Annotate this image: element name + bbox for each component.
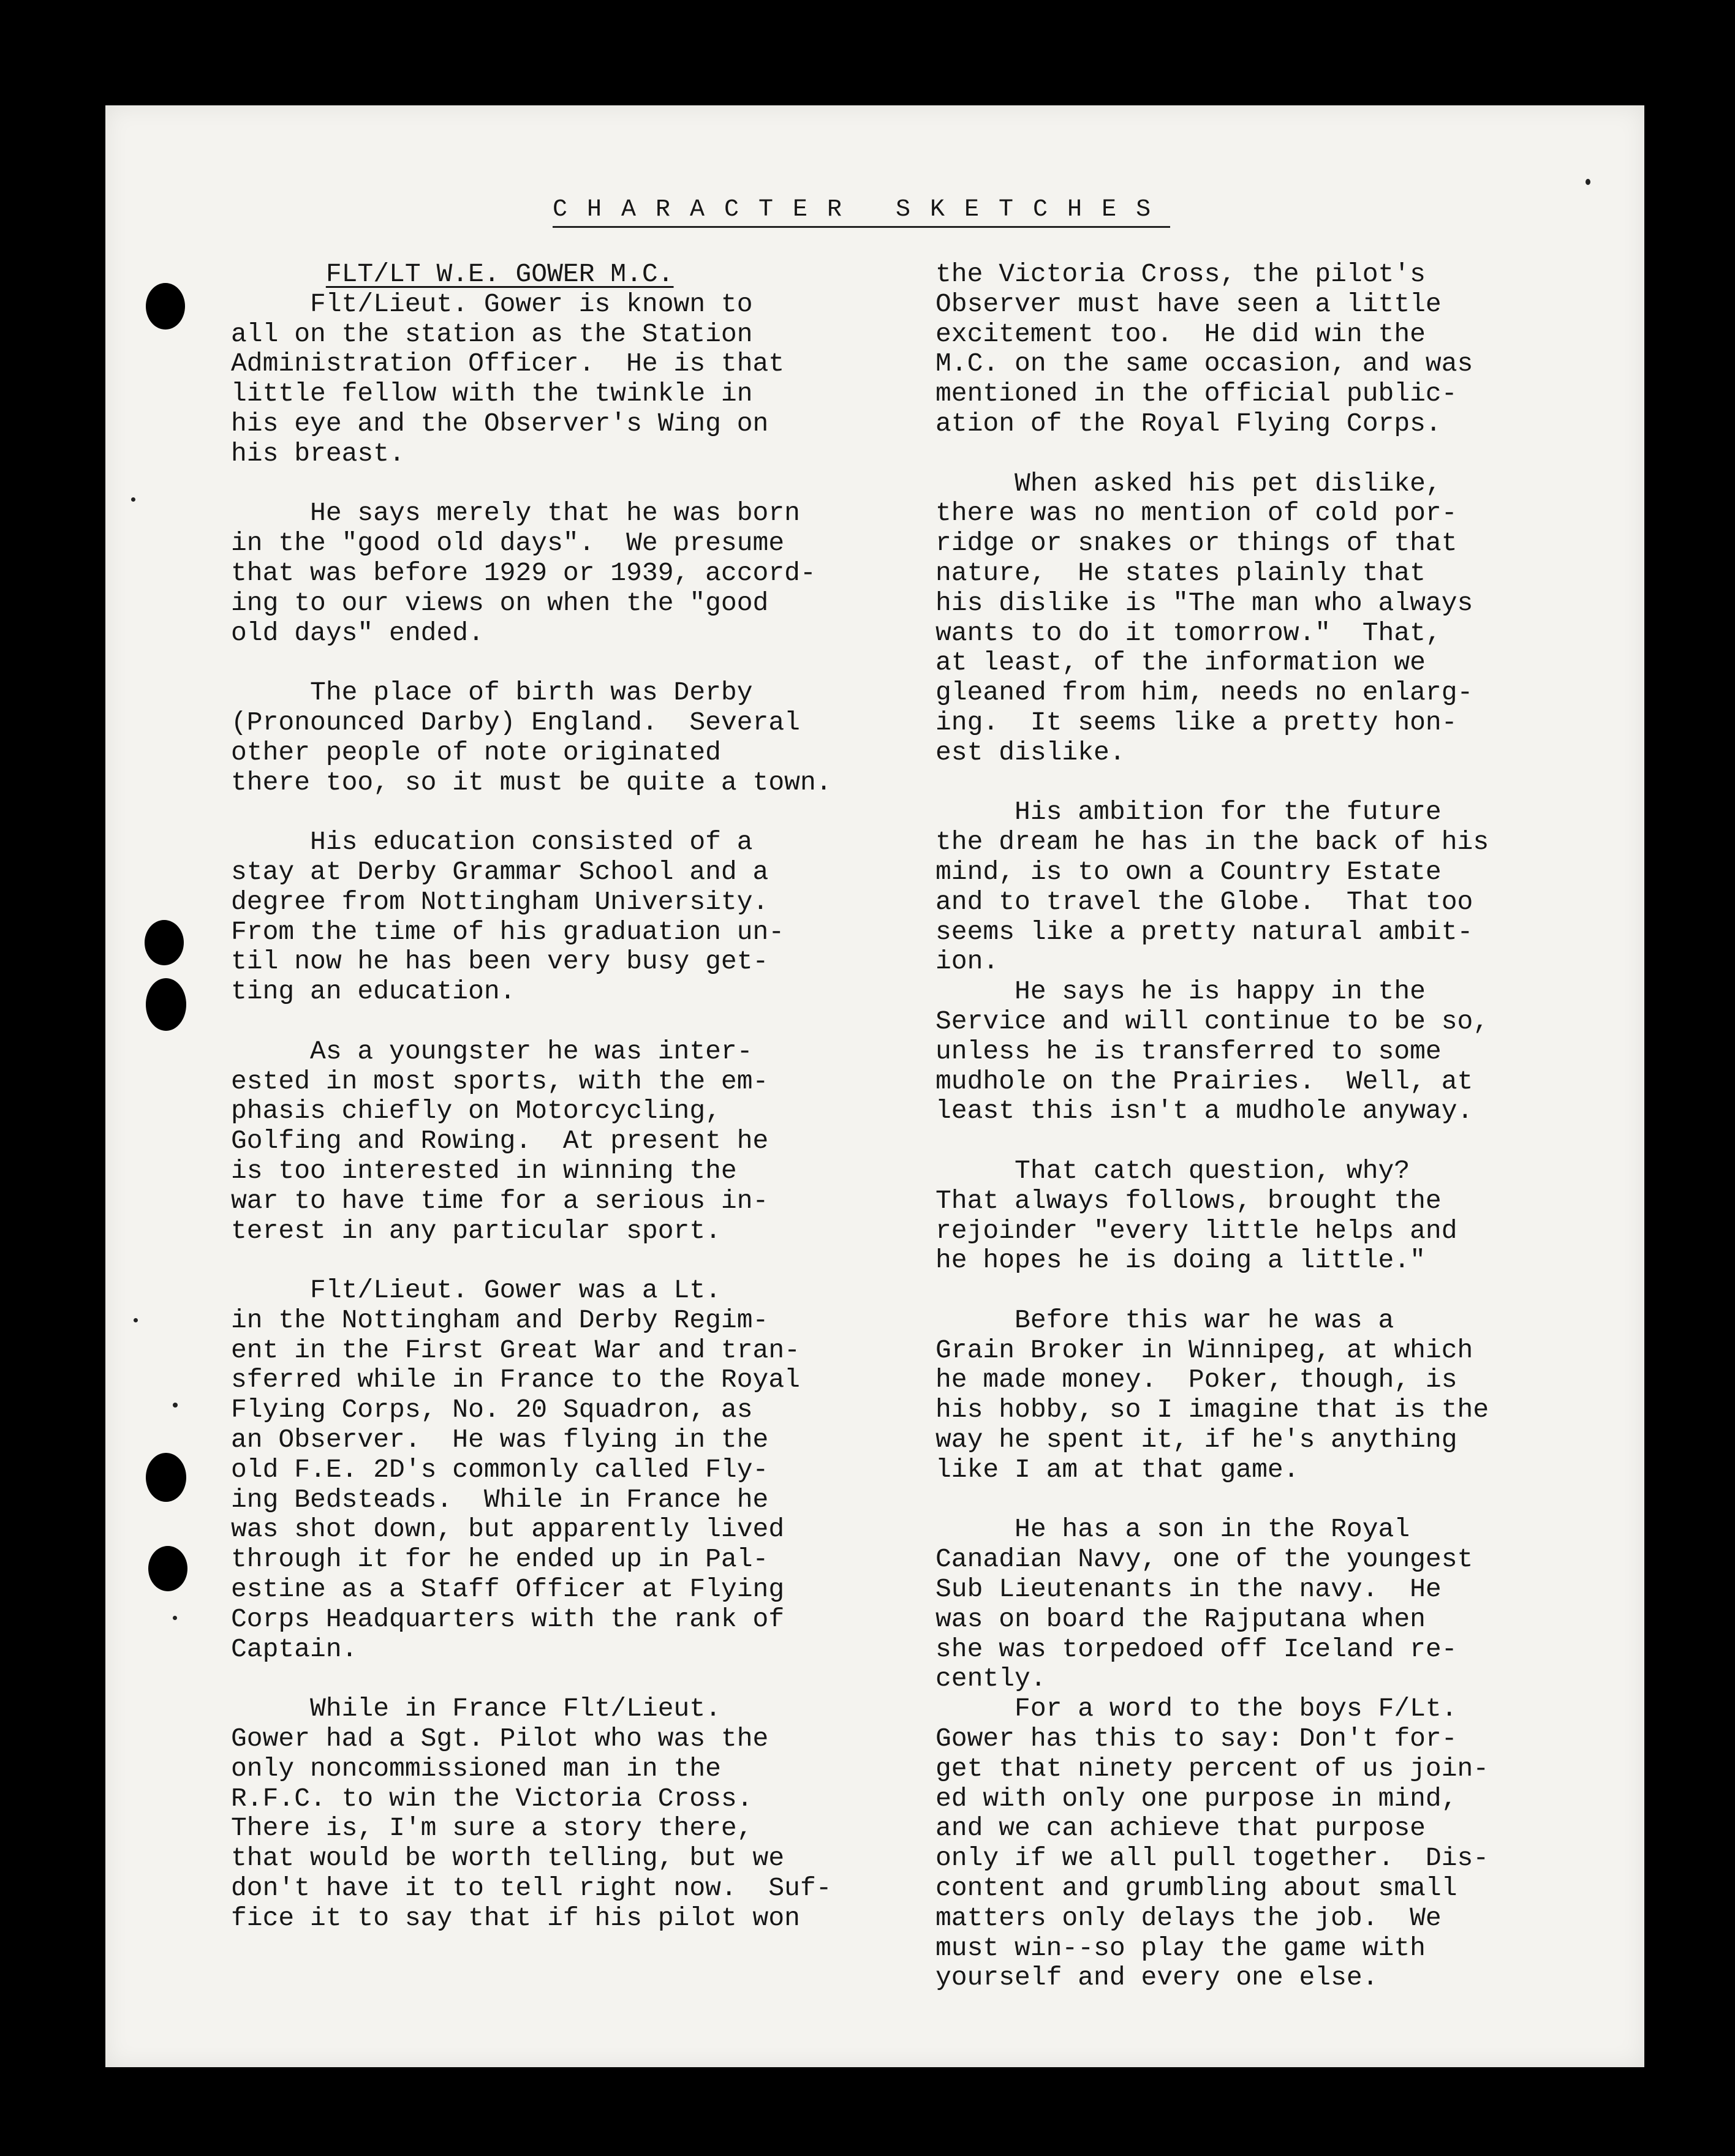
text-line bbox=[936, 439, 1658, 469]
text-line: Flying Corps, No. 20 Squadron, as bbox=[231, 1395, 753, 1425]
text-line: As a youngster he was inter- bbox=[231, 1036, 753, 1066]
text-line: He says merely that he was born bbox=[231, 498, 800, 529]
punch-hole bbox=[146, 978, 186, 1031]
text-line bbox=[231, 1007, 1027, 1037]
text-line: his breast. bbox=[231, 438, 405, 469]
text-line: That always follows, brought the bbox=[936, 1185, 1442, 1216]
text-line bbox=[936, 1276, 1658, 1306]
ink-speck bbox=[173, 1616, 177, 1620]
document-heading: CHARACTER SKETCHES bbox=[553, 196, 1170, 228]
ink-speck bbox=[134, 1318, 138, 1322]
text-line: must win--so play the game with bbox=[936, 1932, 1426, 1963]
text-line: little fellow with the twinkle in bbox=[231, 379, 753, 409]
text-line: From the time of his graduation un- bbox=[231, 916, 785, 947]
text-line: was on board the Rajputana when bbox=[936, 1604, 1426, 1634]
text-line: seems like a pretty natural ambit- bbox=[936, 916, 1473, 947]
text-line: gleaned from him, needs no enlarg- bbox=[936, 677, 1473, 708]
text-line: His ambition for the future bbox=[936, 797, 1442, 827]
text-line: Service and will continue to be so, bbox=[936, 1006, 1489, 1036]
text-line: mind, is to own a Country Estate bbox=[936, 856, 1442, 887]
text-line: Grain Broker in Winnipeg, at which bbox=[936, 1335, 1473, 1365]
text-line: Gower had a Sgt. Pilot who was the bbox=[231, 1724, 769, 1754]
text-line: that would be worth telling, but we bbox=[231, 1843, 785, 1874]
text-line: an Observer. He was flying in the bbox=[231, 1425, 769, 1455]
text-line: only if we all pull together. Dis- bbox=[936, 1843, 1489, 1874]
text-line: til now he has been very busy get- bbox=[231, 946, 769, 977]
text-line: ing to our views on when the "good bbox=[231, 587, 769, 618]
punch-hole bbox=[146, 1453, 186, 1502]
text-line: That catch question, why? bbox=[936, 1155, 1410, 1186]
text-line: excitement too. He did win the bbox=[936, 318, 1426, 349]
text-line: ridge or snakes or things of that bbox=[936, 528, 1457, 559]
text-line: Flt/Lieut. Gower was a Lt. bbox=[231, 1275, 721, 1306]
text-line bbox=[231, 1664, 1027, 1694]
text-line: the Victoria Cross, the pilot's bbox=[936, 259, 1426, 289]
text-line: He says he is happy in the bbox=[936, 976, 1426, 1007]
text-line bbox=[231, 469, 1027, 499]
text-line: sferred while in France to the Royal bbox=[231, 1365, 800, 1395]
text-line bbox=[936, 1485, 1658, 1515]
text-line: ing Bedsteads. While in France he bbox=[231, 1484, 769, 1515]
text-line: all on the station as the Station bbox=[231, 318, 753, 349]
text-line: was shot down, but apparently lived bbox=[231, 1514, 785, 1545]
text-line: get that ninety percent of us join- bbox=[936, 1753, 1489, 1784]
punch-hole bbox=[146, 283, 185, 330]
text-line: war to have time for a serious in- bbox=[231, 1185, 769, 1216]
text-line: don't have it to tell right now. Suf- bbox=[231, 1873, 832, 1904]
text-line: through it for he ended up in Pal- bbox=[231, 1544, 769, 1575]
text-line: Canadian Navy, one of the youngest bbox=[936, 1544, 1473, 1575]
text-line: old F.E. 2D's commonly called Fly- bbox=[231, 1454, 769, 1485]
text-line: old days" ended. bbox=[231, 617, 484, 648]
text-line bbox=[231, 1246, 1027, 1276]
text-line: wants to do it tomorrow." That, bbox=[936, 617, 1442, 648]
punch-hole bbox=[148, 1546, 187, 1591]
text-line: fice it to say that if his pilot won bbox=[231, 1902, 800, 1933]
text-line: ed with only one purpose in mind, bbox=[936, 1783, 1457, 1814]
text-line: ting an education. bbox=[231, 976, 516, 1007]
text-line: Captain. bbox=[231, 1634, 358, 1664]
text-line: R.F.C. to win the Victoria Cross. bbox=[231, 1783, 753, 1814]
text-line: unless he is transferred to some bbox=[936, 1036, 1442, 1066]
text-line: estine as a Staff Officer at Flying bbox=[231, 1574, 785, 1605]
text-line: there too, so it must be quite a town. bbox=[231, 767, 832, 797]
text-line: the dream he has in the back of his bbox=[936, 827, 1489, 858]
text-line: his dislike is "The man who always bbox=[936, 587, 1473, 618]
text-line: matters only delays the job. We bbox=[936, 1902, 1442, 1933]
text-line: For a word to the boys F/Lt. bbox=[936, 1694, 1457, 1724]
text-line: rejoinder "every little helps and bbox=[936, 1215, 1457, 1246]
text-line: cently. bbox=[936, 1664, 1046, 1694]
text-line: terest in any particular sport. bbox=[231, 1215, 721, 1246]
text-line: He has a son in the Royal bbox=[936, 1514, 1410, 1545]
text-line: Before this war he was a bbox=[936, 1305, 1394, 1335]
text-line: While in France Flt/Lieut. bbox=[231, 1694, 721, 1724]
text-line: ion. bbox=[936, 946, 999, 977]
document-page bbox=[105, 105, 1644, 2067]
text-line: content and grumbling about small bbox=[936, 1873, 1457, 1904]
text-line: Gower has this to say: Don't for- bbox=[936, 1724, 1457, 1754]
text-line: ation of the Royal Flying Corps. bbox=[936, 408, 1442, 439]
text-line: Golfing and Rowing. At present he bbox=[231, 1126, 769, 1156]
text-line: (Pronounced Darby) England. Several bbox=[231, 707, 800, 737]
text-line: and we can achieve that purpose bbox=[936, 1813, 1426, 1844]
text-line: mentioned in the official public- bbox=[936, 379, 1457, 409]
text-line: yourself and every one else. bbox=[936, 1962, 1378, 1993]
text-line: mudhole on the Prairies. Well, at bbox=[936, 1066, 1473, 1096]
text-line: he hopes he is doing a little." bbox=[936, 1245, 1426, 1276]
text-line: His education consisted of a bbox=[231, 827, 753, 858]
text-line: est dislike. bbox=[936, 737, 1125, 767]
text-line: at least, of the information we bbox=[936, 647, 1426, 678]
text-line: way he spent it, if he's anything bbox=[936, 1425, 1457, 1455]
text-line: in the Nottingham and Derby Regim- bbox=[231, 1305, 769, 1335]
text-line: There is, I'm sure a story there, bbox=[231, 1813, 753, 1844]
text-line: phasis chiefly on Motorcycling, bbox=[231, 1096, 721, 1126]
text-line: his eye and the Observer's Wing on bbox=[231, 408, 769, 439]
section-subtitle bbox=[231, 260, 1027, 290]
text-line bbox=[936, 1126, 1658, 1156]
text-line: Administration Officer. He is that bbox=[231, 349, 785, 379]
text-line: ested in most sports, with the em- bbox=[231, 1066, 769, 1096]
text-line bbox=[231, 648, 1027, 678]
text-line: degree from Nottingham University. bbox=[231, 886, 769, 917]
text-line: and to travel the Globe. That too bbox=[936, 886, 1473, 917]
text-line: other people of note originated bbox=[231, 737, 721, 767]
text-line: Observer must have seen a little bbox=[936, 288, 1442, 319]
text-line bbox=[231, 797, 1027, 827]
text-line: nature, He states plainly that bbox=[936, 557, 1426, 588]
text-line: like I am at that game. bbox=[936, 1454, 1299, 1485]
ink-speck bbox=[173, 1403, 178, 1408]
text-line: stay at Derby Grammar School and a bbox=[231, 856, 769, 887]
left-column bbox=[231, 260, 1027, 1934]
text-line: The place of birth was Derby bbox=[231, 677, 753, 708]
text-line: only noncommissioned man in the bbox=[231, 1753, 721, 1784]
text-line: least this isn't a mudhole anyway. bbox=[936, 1096, 1473, 1126]
text-line: When asked his pet dislike, bbox=[936, 468, 1442, 499]
text-line: she was torpedoed off Iceland re- bbox=[936, 1634, 1457, 1664]
text-line: Flt/Lieut. Gower is known to bbox=[231, 288, 753, 319]
text-line: there was no mention of cold por- bbox=[936, 498, 1457, 529]
text-line: M.C. on the same occasion, and was bbox=[936, 349, 1473, 379]
text-line: Corps Headquarters with the rank of bbox=[231, 1604, 785, 1634]
text-line: ing. It seems like a pretty hon- bbox=[936, 707, 1457, 737]
text-line: is too interested in winning the bbox=[231, 1155, 737, 1186]
text-line: ent in the First Great War and tran- bbox=[231, 1335, 800, 1365]
text-line: his hobby, so I imagine that is the bbox=[936, 1395, 1489, 1425]
text-line: he made money. Poker, though, is bbox=[936, 1365, 1457, 1395]
text-line: that was before 1929 or 1939, accord- bbox=[231, 557, 816, 588]
text-line: Sub Lieutenants in the navy. He bbox=[936, 1574, 1442, 1605]
ink-speck bbox=[1586, 179, 1590, 185]
text-line: in the "good old days". We presume bbox=[231, 528, 785, 559]
punch-hole bbox=[145, 920, 184, 965]
ink-speck bbox=[131, 497, 135, 502]
right-column bbox=[936, 260, 1658, 1993]
text-line bbox=[936, 768, 1658, 798]
subtitle-text: FLT/LT W.E. GOWER M.C. bbox=[325, 259, 674, 289]
